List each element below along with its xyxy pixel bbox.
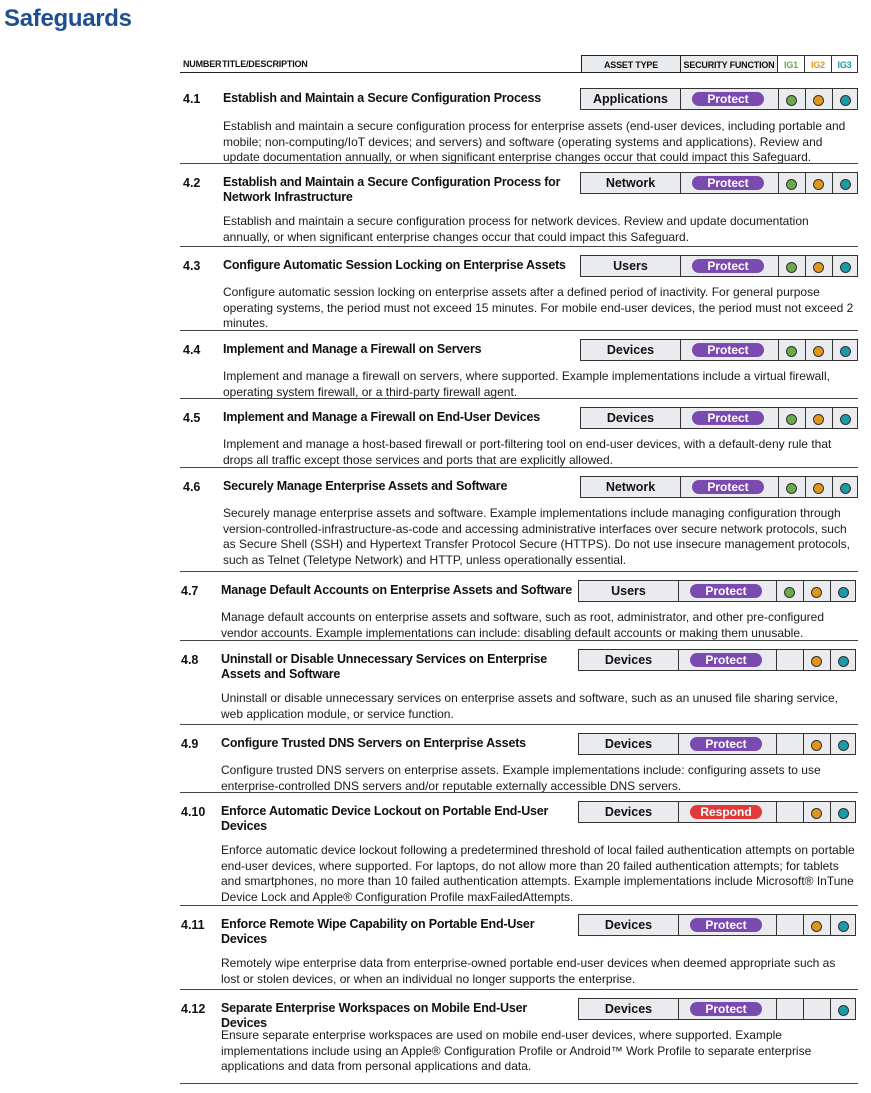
row-divider <box>180 330 858 331</box>
protect-pill: Protect <box>692 259 764 273</box>
safeguard-number: 4.3 <box>183 259 201 273</box>
security-function-cell <box>680 88 779 110</box>
safeguard-number: 4.5 <box>183 411 201 425</box>
security-function-cell <box>678 649 777 671</box>
safeguard-title: Manage Default Accounts on Enterprise Assets and Software <box>221 583 572 597</box>
safeguard-number: 4.12 <box>181 1002 206 1016</box>
asset-type-badge: Devices <box>578 998 679 1020</box>
row-divider <box>180 724 858 725</box>
security-function-cell <box>680 339 779 361</box>
protect-pill: Protect <box>692 411 764 425</box>
ig1-cell <box>778 88 806 110</box>
ig3-dot-icon <box>840 262 851 273</box>
ig3-cell <box>832 476 858 498</box>
row-divider <box>180 467 858 468</box>
ig2-dot-icon <box>813 414 824 425</box>
ig1-cell <box>778 339 806 361</box>
header-ig1: IG1 <box>777 55 805 73</box>
ig3-dot-icon <box>840 179 851 190</box>
security-function-cell <box>678 801 777 823</box>
ig3-cell <box>830 649 856 671</box>
ig2-cell <box>803 580 831 602</box>
security-function-cell <box>680 476 779 498</box>
table-header <box>180 55 858 73</box>
asset-type-badge: Users <box>580 255 681 277</box>
row-divider <box>180 398 858 399</box>
respond-pill: Respond <box>690 805 762 819</box>
safeguard-description: Configure automatic session locking on enterprise assets after a defined period of inactivity. For general purpose operating systems, the period must not exceed 15 minutes. For mobile end-user devices, the period must not exceed 2 minutes. <box>223 285 854 330</box>
ig1-cell <box>776 801 804 823</box>
ig2-cell <box>805 172 833 194</box>
safeguard-title: Securely Manage Enterprise Assets and Software <box>223 479 508 493</box>
safeguard-number: 4.7 <box>181 584 199 598</box>
header-ig3: IG3 <box>831 55 858 73</box>
ig3-cell <box>832 339 858 361</box>
ig2-cell <box>803 649 831 671</box>
safeguard-number: 4.11 <box>181 918 205 932</box>
ig1-dot-icon <box>786 483 797 494</box>
ig2-dot-icon <box>813 483 824 494</box>
protect-pill: Protect <box>690 1002 762 1016</box>
security-function-cell <box>678 914 777 936</box>
ig3-cell <box>830 914 856 936</box>
safeguard-description: Establish and maintain a secure configuration process for enterprise assets (end-user devices, including portable and mobile; non-computing/IoT devices; and servers) and software (operating systems and applications). Review and update documentation annually, or when significant enterprise changes occur that could impact this Safeguard. <box>223 119 846 164</box>
safeguard-number: 4.2 <box>183 176 201 190</box>
ig2-cell <box>805 407 833 429</box>
security-function-cell <box>678 580 777 602</box>
asset-type-badge: Devices <box>580 339 681 361</box>
safeguard-title: Configure Automatic Session Locking on Enterprise Assets <box>223 258 566 272</box>
safeguard-title: Separate Enterprise Workspaces on Mobile End-User Devices <box>221 1001 528 1030</box>
ig2-dot-icon <box>813 262 824 273</box>
safeguard-description: Uninstall or disable unnecessary services on enterprise assets and software, such as an unused file sharing service, web application module, or service function. <box>221 691 838 721</box>
safeguard-title: Configure Trusted DNS Servers on Enterprise Assets <box>221 736 526 750</box>
ig3-cell <box>832 255 858 277</box>
ig1-cell <box>778 172 806 194</box>
safeguard-title: Enforce Automatic Device Lockout on Portable End-User Devices <box>221 804 549 833</box>
ig2-cell <box>805 255 833 277</box>
ig3-dot-icon <box>840 483 851 494</box>
safeguard-number: 4.9 <box>181 737 199 751</box>
asset-type-badge: Devices <box>578 914 679 936</box>
protect-pill: Protect <box>692 92 764 106</box>
asset-type-badge: Devices <box>580 407 681 429</box>
safeguard-description: Configure trusted DNS servers on enterprise assets. Example implementations include: configuring assets to use enterprise-controlled DNS servers and/or reputable externally accessible DNS servers. <box>221 763 821 793</box>
safeguard-description: Enforce automatic device lockout following a predetermined threshold of local failed authentication attempts on portable end-user devices, where supported. For laptops, do not allow more than 20 failed authentication attempts; for tablets and smartphones, no more than 10 failed authentication attempts. Example implementations include Microsoft® InTune Device Lock and Apple® Configuration Profile maxFailedAttempts. <box>221 843 855 904</box>
protect-pill: Protect <box>690 584 762 598</box>
protect-pill: Protect <box>692 343 764 357</box>
safeguard-title: Implement and Manage a Firewall on End-User Devices <box>223 410 540 424</box>
safeguard-title: Enforce Remote Wipe Capability on Portable End-User Devices <box>221 917 535 946</box>
asset-type-badge: Network <box>580 476 681 498</box>
security-function-cell <box>678 733 777 755</box>
header-title: TITLE/DESCRIPTION <box>222 59 308 69</box>
asset-type-badge: Network <box>580 172 681 194</box>
ig2-dot-icon <box>811 587 822 598</box>
ig1-dot-icon <box>784 587 795 598</box>
ig1-dot-icon <box>786 179 797 190</box>
ig3-dot-icon <box>838 921 849 932</box>
safeguard-description: Securely manage enterprise assets and software. Example implementations include managing configuration through version-controlled-infrastructure-as-code and accessing administrative interfaces over secure network protocols, such as Secure Shell (SSH) and Hypertext Transfer Protocol Secure (HTTPS). Do not use insecure management protocols, such as Telnet (Teletype Network) and HTTP, unless operationally essential. <box>223 506 850 567</box>
ig2-dot-icon <box>813 346 824 357</box>
table-bottom-rule <box>180 1083 858 1084</box>
asset-type-badge: Users <box>578 580 679 602</box>
ig2-dot-icon <box>811 921 822 932</box>
ig3-dot-icon <box>838 587 849 598</box>
security-function-cell <box>680 407 779 429</box>
ig3-cell <box>832 88 858 110</box>
ig1-dot-icon <box>786 262 797 273</box>
ig1-cell <box>776 998 804 1020</box>
security-function-cell <box>680 255 779 277</box>
security-function-cell <box>678 998 777 1020</box>
safeguard-number: 4.4 <box>183 343 201 357</box>
row-divider <box>180 571 858 572</box>
ig2-cell <box>803 914 831 936</box>
safeguard-number: 4.10 <box>181 805 206 819</box>
header-ig2: IG2 <box>804 55 832 73</box>
safeguard-description: Establish and maintain a secure configuration process for network devices. Review and update documentation annually, or when significant enterprise changes occur that could impact this Safeguard. <box>223 214 809 244</box>
page-title: Safeguards <box>4 5 132 32</box>
header-asset-type: ASSET TYPE <box>581 55 681 73</box>
safeguard-title: Establish and Maintain a Secure Configuration Process <box>223 91 541 105</box>
protect-pill: Protect <box>692 480 764 494</box>
safeguard-title: Uninstall or Disable Unnecessary Services on Enterprise Assets and Software <box>221 652 547 681</box>
asset-type-badge: Applications <box>580 88 681 110</box>
ig2-cell <box>803 733 831 755</box>
safeguard-description: Implement and manage a firewall on servers, where supported. Example implementations include a virtual firewall, operating system firewall, or a third-party firewall agent. <box>223 369 830 399</box>
ig3-cell <box>832 172 858 194</box>
safeguard-description: Remotely wipe enterprise data from enterprise-owned portable end-user devices when deemed appropriate such as lost or stolen devices, or when an individual no longer supports the enterprise. <box>221 956 836 986</box>
ig2-dot-icon <box>813 95 824 106</box>
ig1-dot-icon <box>786 346 797 357</box>
protect-pill: Protect <box>692 176 764 190</box>
ig1-cell <box>778 255 806 277</box>
ig2-dot-icon <box>813 179 824 190</box>
safeguard-title: Implement and Manage a Firewall on Servers <box>223 342 482 356</box>
ig2-dot-icon <box>811 740 822 751</box>
ig3-cell <box>830 733 856 755</box>
ig3-dot-icon <box>840 95 851 106</box>
safeguard-number: 4.8 <box>181 653 199 667</box>
ig3-dot-icon <box>840 414 851 425</box>
header-number: NUMBER <box>183 59 222 69</box>
row-divider <box>180 640 858 641</box>
ig1-cell <box>776 580 804 602</box>
safeguard-number: 4.6 <box>183 480 201 494</box>
ig2-dot-icon <box>811 808 822 819</box>
ig1-cell <box>778 476 806 498</box>
ig3-dot-icon <box>838 808 849 819</box>
ig3-cell <box>830 580 856 602</box>
ig2-cell <box>805 339 833 361</box>
safeguard-number: 4.1 <box>183 92 201 106</box>
header-security-function: SECURITY FUNCTION <box>680 55 778 73</box>
row-divider <box>180 246 858 247</box>
ig1-dot-icon <box>786 414 797 425</box>
ig1-cell <box>776 733 804 755</box>
protect-pill: Protect <box>690 737 762 751</box>
safeguard-description: Manage default accounts on enterprise assets and software, such as root, administrator, and other pre-configured vendor accounts. Example implementations can include: disabling default accounts or making them unusable. <box>221 610 825 640</box>
ig2-cell <box>805 476 833 498</box>
safeguard-title: Establish and Maintain a Secure Configuration Process for Network Infrastructure <box>223 175 561 204</box>
protect-pill: Protect <box>690 918 762 932</box>
ig3-dot-icon <box>838 1005 849 1016</box>
ig1-dot-icon <box>786 95 797 106</box>
ig3-cell <box>830 801 856 823</box>
safeguard-description: Ensure separate enterprise workspaces are used on mobile end-user devices, where supported. Example implementations include using an Apple® Configuration Profile or Android™ Work Profile to separate enterprise applications and data from personal applications and data. <box>221 1028 812 1073</box>
ig1-cell <box>776 649 804 671</box>
row-divider <box>180 905 858 906</box>
security-function-cell <box>680 172 779 194</box>
ig3-dot-icon <box>838 656 849 667</box>
ig2-cell <box>805 88 833 110</box>
ig1-cell <box>776 914 804 936</box>
protect-pill: Protect <box>690 653 762 667</box>
ig3-dot-icon <box>838 740 849 751</box>
ig2-cell <box>803 801 831 823</box>
safeguard-description: Implement and manage a host-based firewall or port-filtering tool on end-user devices, with a default-deny rule that drops all traffic except those services and ports that are explicitly allowed. <box>223 437 832 467</box>
ig3-dot-icon <box>840 346 851 357</box>
ig3-cell <box>830 998 856 1020</box>
ig2-cell <box>803 998 831 1020</box>
ig3-cell <box>832 407 858 429</box>
row-divider <box>180 792 858 793</box>
ig1-cell <box>778 407 806 429</box>
asset-type-badge: Devices <box>578 801 679 823</box>
row-divider <box>180 989 858 990</box>
ig2-dot-icon <box>811 656 822 667</box>
row-divider <box>180 163 858 164</box>
asset-type-badge: Devices <box>578 733 679 755</box>
asset-type-badge: Devices <box>578 649 679 671</box>
